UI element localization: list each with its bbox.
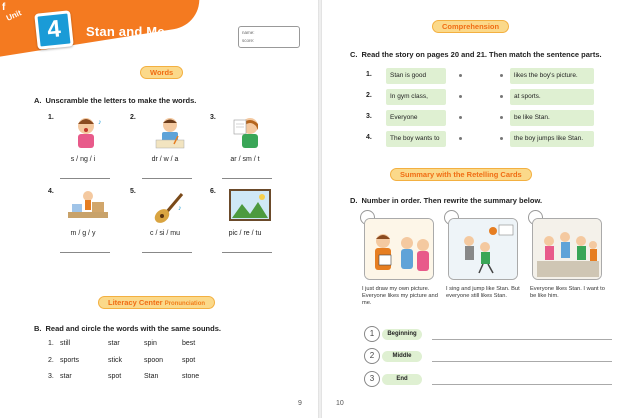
name-score-box[interactable] [238, 26, 300, 48]
word-choice[interactable]: star [60, 373, 72, 380]
summary-row [364, 371, 624, 389]
row-number: 1. [48, 340, 54, 347]
row-number: 2. [366, 92, 372, 99]
sentence-start[interactable]: Everyone [386, 110, 446, 126]
answer-line[interactable] [60, 178, 110, 179]
word-number: 4. [48, 188, 54, 195]
unit-number: 4 [34, 10, 74, 50]
word-letters: ar / sm / t [230, 156, 260, 163]
word-letters: m / g / y [70, 230, 96, 237]
sentence-end[interactable]: at sports. [510, 89, 594, 105]
left-page [0, 0, 318, 418]
card-caption: I sing and jump like Stan. But everyone still likes Stan. [446, 286, 520, 299]
match-dot[interactable] [500, 74, 503, 77]
summary-number: 2 [364, 348, 380, 364]
word-choice[interactable]: Stan [144, 373, 159, 380]
word-letters: pic / re / tu [228, 230, 262, 237]
name-label: name: [242, 30, 255, 35]
picture-icon [228, 188, 272, 224]
word-choice[interactable]: stone [182, 373, 200, 380]
word-choice[interactable]: star [108, 340, 120, 347]
match-row [322, 89, 640, 106]
word-number: 1. [48, 114, 54, 121]
word-choice[interactable]: best [182, 340, 196, 347]
word-number: 2. [130, 114, 136, 121]
row-number: 1. [366, 71, 372, 78]
match-row [322, 68, 640, 85]
summary-answer-line[interactable] [432, 361, 612, 362]
sentence-start[interactable]: In gym class, [386, 89, 446, 105]
kids-cheering-icon [533, 219, 602, 280]
row-number: 4. [366, 134, 372, 141]
word-item [48, 114, 118, 196]
answer-line[interactable] [222, 178, 272, 179]
sentence-start[interactable]: The boy wants to [386, 131, 446, 147]
summary-tag: Beginning [382, 329, 422, 340]
answer-line[interactable] [222, 252, 272, 253]
match-dot[interactable] [500, 95, 503, 98]
row-number: 2. [48, 357, 54, 364]
page-number-right: 10 [336, 400, 344, 407]
pronunciation-label: Pronunciation [164, 301, 206, 307]
section-d-instruction [350, 196, 542, 205]
girl-smart-icon [228, 114, 272, 150]
boy-drawing-icon [148, 114, 192, 150]
section-c-letter: C. [350, 50, 358, 59]
word-item [130, 114, 200, 196]
match-dot[interactable] [459, 95, 462, 98]
boy-with-picture-icon [365, 219, 434, 280]
word-number: 6. [210, 188, 216, 195]
row-number: 3. [48, 373, 54, 380]
sentence-end[interactable]: likes the boy's picture. [510, 68, 594, 84]
match-dot[interactable] [459, 116, 462, 119]
sentence-start[interactable]: Stan is good [386, 68, 446, 84]
card-caption: I just draw my own picture. Everyone likes my picture and me. [362, 286, 438, 306]
answer-line[interactable] [142, 252, 192, 253]
word-letters: dr / w / a [151, 156, 179, 163]
table-row [48, 373, 268, 385]
unit-label: Unit [4, 8, 23, 23]
word-item [130, 188, 200, 270]
sentence-end[interactable]: be like Stan. [510, 110, 594, 126]
guitar-music-icon [148, 188, 192, 224]
match-dot[interactable] [459, 74, 462, 77]
summary-tag: End [382, 374, 422, 385]
summary-heading: Summary with the Retelling Cards [390, 168, 532, 181]
word-number: 5. [130, 188, 136, 195]
section-a-letter: A. [34, 96, 42, 105]
match-dot[interactable] [500, 137, 503, 140]
boy-jumping-icon [449, 219, 518, 280]
row-number: 3. [366, 113, 372, 120]
svg-text:♪: ♪ [178, 205, 182, 212]
retelling-card [364, 218, 434, 280]
right-page [322, 0, 640, 418]
literacy-center-label: Literacy Center [108, 298, 163, 307]
word-item [210, 188, 280, 270]
section-b-text: Read and circle the words with the same sounds. [45, 324, 221, 333]
page-title: Stan and Me [86, 24, 165, 39]
table-row [48, 340, 268, 352]
table-row [48, 357, 268, 369]
word-choice[interactable]: spoon [144, 357, 164, 364]
summary-number: 3 [364, 371, 380, 387]
word-choice[interactable]: sports [60, 357, 80, 364]
match-dot[interactable] [500, 116, 503, 119]
comprehension-heading: Comprehension [432, 20, 509, 33]
word-choice[interactable]: still [60, 340, 71, 347]
summary-answer-line[interactable] [432, 384, 612, 385]
literacy-center-heading [98, 296, 215, 309]
retelling-card [532, 218, 602, 280]
section-b-letter: B. [34, 324, 42, 333]
word-letters: c / si / mu [150, 230, 180, 237]
svg-text:♪: ♪ [98, 119, 102, 126]
word-choice[interactable]: stick [108, 357, 122, 364]
score-label: score: [242, 38, 255, 43]
girl-singing-icon [66, 114, 110, 150]
match-row [322, 131, 640, 148]
section-c-instruction [350, 50, 602, 59]
summary-tag: Middle [382, 351, 422, 362]
summary-row [364, 348, 624, 366]
section-a-text: Unscramble the letters to make the words. [45, 96, 197, 105]
section-d-text: Number in order. Then rewrite the summary below. [361, 196, 543, 205]
summary-answer-line[interactable] [432, 339, 612, 340]
words-heading: Words [140, 66, 183, 79]
section-d-letter: D. [350, 196, 358, 205]
summary-number: 1 [364, 326, 380, 342]
match-dot[interactable] [459, 137, 462, 140]
sentence-end[interactable]: the boy jumps like Stan. [510, 131, 594, 147]
word-item [48, 188, 118, 270]
card-caption: Everyone likes Stan. I want to be like him. [530, 286, 605, 299]
word-item [210, 114, 280, 196]
word-choice[interactable]: spin [144, 340, 157, 347]
gym-icon [66, 188, 110, 224]
answer-line[interactable] [60, 252, 110, 253]
answer-line[interactable] [142, 178, 192, 179]
corner-mark: f [2, 2, 6, 13]
page-number-left: 9 [298, 400, 302, 407]
word-letters: s / ng / i [70, 156, 96, 163]
section-a-instruction [34, 96, 196, 105]
section-b-instruction [34, 324, 221, 333]
match-row [322, 110, 640, 127]
section-c-text: Read the story on pages 20 and 21. Then match the sentence parts. [361, 50, 602, 59]
word-choice[interactable]: spot [108, 373, 122, 380]
summary-row [364, 326, 624, 344]
word-number: 3. [210, 114, 216, 121]
retelling-card [448, 218, 518, 280]
word-choice[interactable]: spot [182, 357, 196, 364]
